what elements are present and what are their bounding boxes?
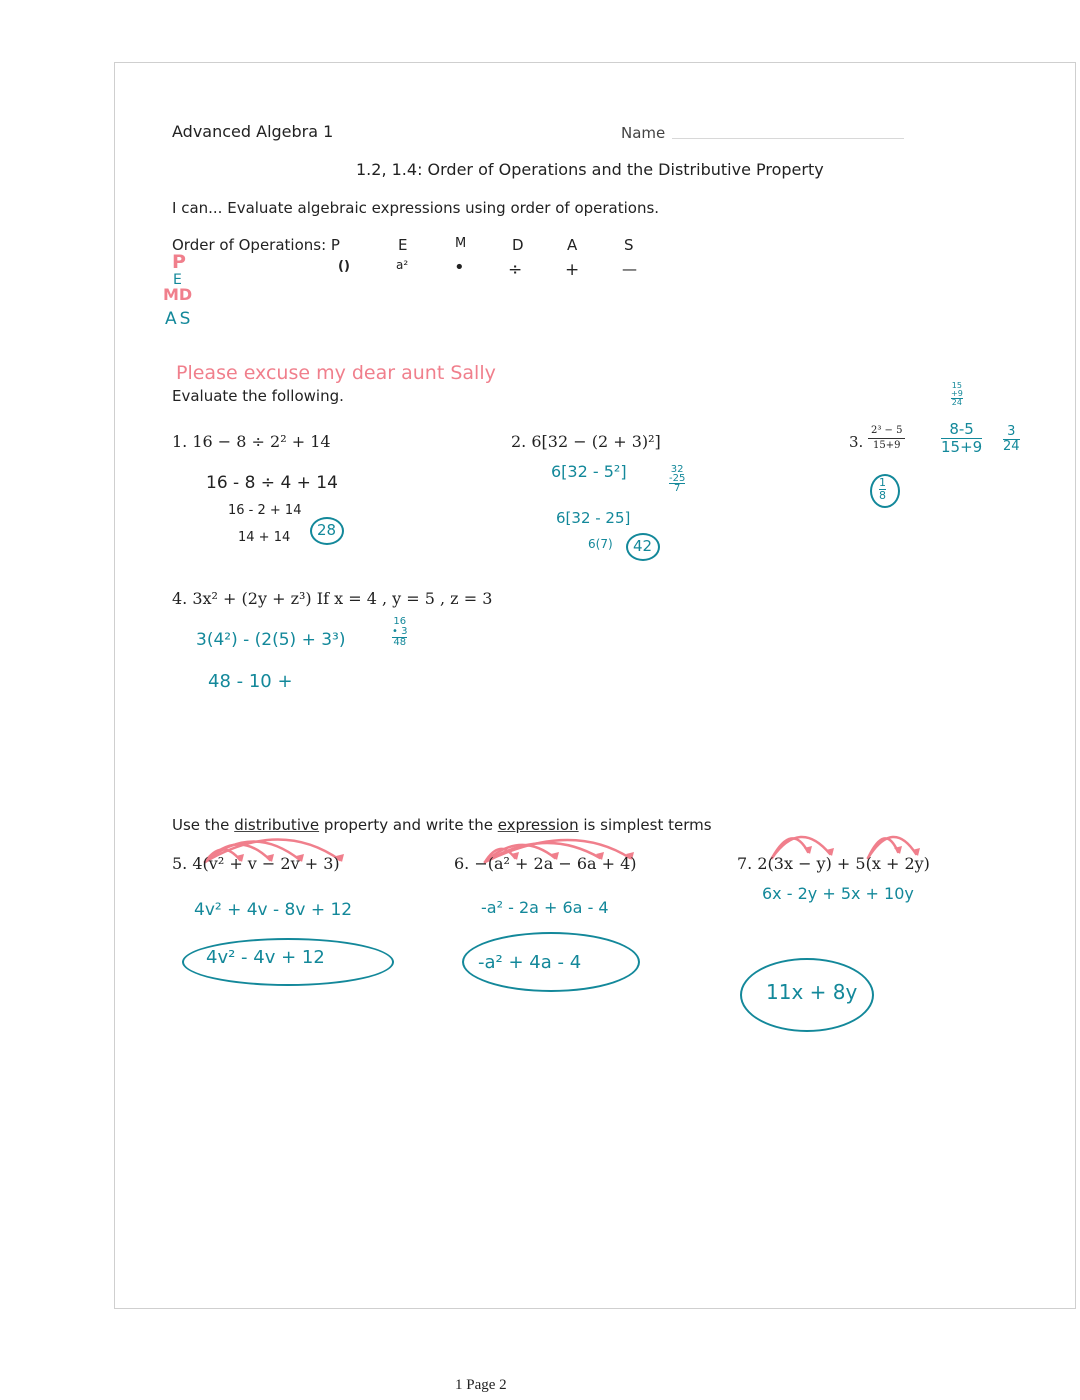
distributive-heading-part-2: distributive	[234, 816, 320, 834]
problem-3-denominator: 15+9	[873, 440, 901, 451]
course-title: Advanced Algebra 1	[172, 122, 334, 141]
learning-target: I can... Evaluate algebraic expressions using order of operations.	[172, 199, 660, 217]
pemdas-as: AS	[165, 309, 194, 329]
problem-7-work: 6x - 2y + 5x + 10y	[762, 884, 914, 903]
problem-4-text: 4. 3x² + (2y + z³) If x = 4 , y = 5 , z = 3	[172, 589, 493, 608]
problem-5-work: 4v² + 4v - 8v + 12	[194, 900, 353, 920]
symbol-subtract: —	[622, 260, 637, 278]
symbol-multiply: •	[454, 257, 465, 278]
problem-7-answer: 11x + 8y	[766, 980, 858, 1004]
page-number: 1 Page 2	[455, 1377, 507, 1393]
problem-1-work-3: 14 + 14	[238, 530, 291, 545]
problem-3-label: 3.	[849, 433, 864, 451]
problem-4-work-2: 48 - 10 +	[208, 671, 293, 692]
distributive-heading-part-5: is simplest terms	[578, 816, 712, 834]
problem-4-work-1: 3(4²) - (2(5) + 3³)	[196, 630, 346, 650]
mnemonic-note: Please excuse my dear aunt Sally	[176, 362, 496, 384]
letter-d: D	[512, 236, 524, 254]
problem-7-text: 7. 2(3x − y) + 5(x + 2y)	[737, 854, 930, 873]
page-title: 1.2, 1.4: Order of Operations and the Distributive Property	[356, 160, 824, 179]
problem-5-answer: 4v² - 4v + 12	[206, 947, 325, 968]
problem-4-side-2: • 3	[392, 626, 408, 637]
pemdas-p: P	[172, 251, 186, 273]
distributive-heading-part-1: Use the	[172, 816, 235, 834]
problem-3-reduced-den: 24	[1003, 439, 1020, 454]
problem-1-work-1: 16 - 8 ÷ 4 + 14	[206, 473, 338, 493]
problem-6-text: 6. −(a² + 2a − 6a + 4)	[454, 854, 637, 873]
problem-6-work: -a² - 2a + 6a - 4	[481, 898, 609, 917]
evaluate-heading: Evaluate the following.	[172, 387, 344, 405]
problem-3-side-1: 15	[951, 381, 962, 390]
problem-3-answer-num: 1	[879, 476, 886, 489]
problem-1-text: 1. 16 − 8 ÷ 2² + 14	[172, 432, 331, 451]
problem-2-work-1: 6[32 - 5²]	[551, 462, 627, 481]
problem-3-work-den: 15+9	[941, 438, 983, 456]
problem-5-text: 5. 4(v² + v − 2v + 3)	[172, 854, 340, 873]
problem-2-work-2: 6[32 - 25]	[556, 509, 631, 527]
letter-e: E	[398, 236, 408, 254]
problem-3-numerator: 2³ − 5	[868, 424, 905, 439]
letter-m: M	[455, 236, 467, 251]
problem-4-side-1: 16	[393, 616, 407, 627]
order-of-operations-label: Order of Operations: P	[172, 236, 340, 254]
distributive-heading-part-3: property and write the	[319, 816, 498, 834]
pemdas-e: E	[173, 272, 182, 288]
problem-2-side-3: 7	[673, 483, 681, 494]
problem-4-side-3: 48	[393, 637, 407, 648]
symbol-add: +	[565, 260, 580, 280]
symbol-parentheses: ()	[338, 259, 350, 274]
problem-3-answer-den: 8	[879, 489, 886, 502]
problem-2-text: 2. 6[32 − (2 + 3)²]	[511, 432, 661, 451]
problem-1-answer: 28	[317, 521, 337, 539]
pemdas-md: MD	[163, 285, 193, 304]
problem-3-work-num: 8-5	[941, 421, 982, 439]
letter-s: S	[624, 236, 634, 254]
name-label: Name	[621, 124, 666, 142]
problem-2-side-2: -25	[669, 473, 686, 484]
problem-3-side-3: 24	[951, 398, 962, 407]
symbol-divide: ÷	[508, 260, 523, 280]
distributive-heading-part-4: expression	[497, 816, 579, 834]
problem-3-reduced-num: 3	[1003, 425, 1020, 440]
problem-1-work-2: 16 - 2 + 14	[228, 503, 302, 518]
problem-2-answer: 42	[633, 537, 653, 555]
problem-2-work-3: 6(7)	[588, 537, 613, 551]
problem-3-side-2: +9	[951, 389, 963, 398]
problem-2-side-1: 32	[670, 464, 684, 475]
problem-6-answer: -a² + 4a - 4	[478, 952, 582, 973]
letter-a: A	[567, 236, 578, 254]
symbol-exponent: a²	[396, 258, 409, 272]
